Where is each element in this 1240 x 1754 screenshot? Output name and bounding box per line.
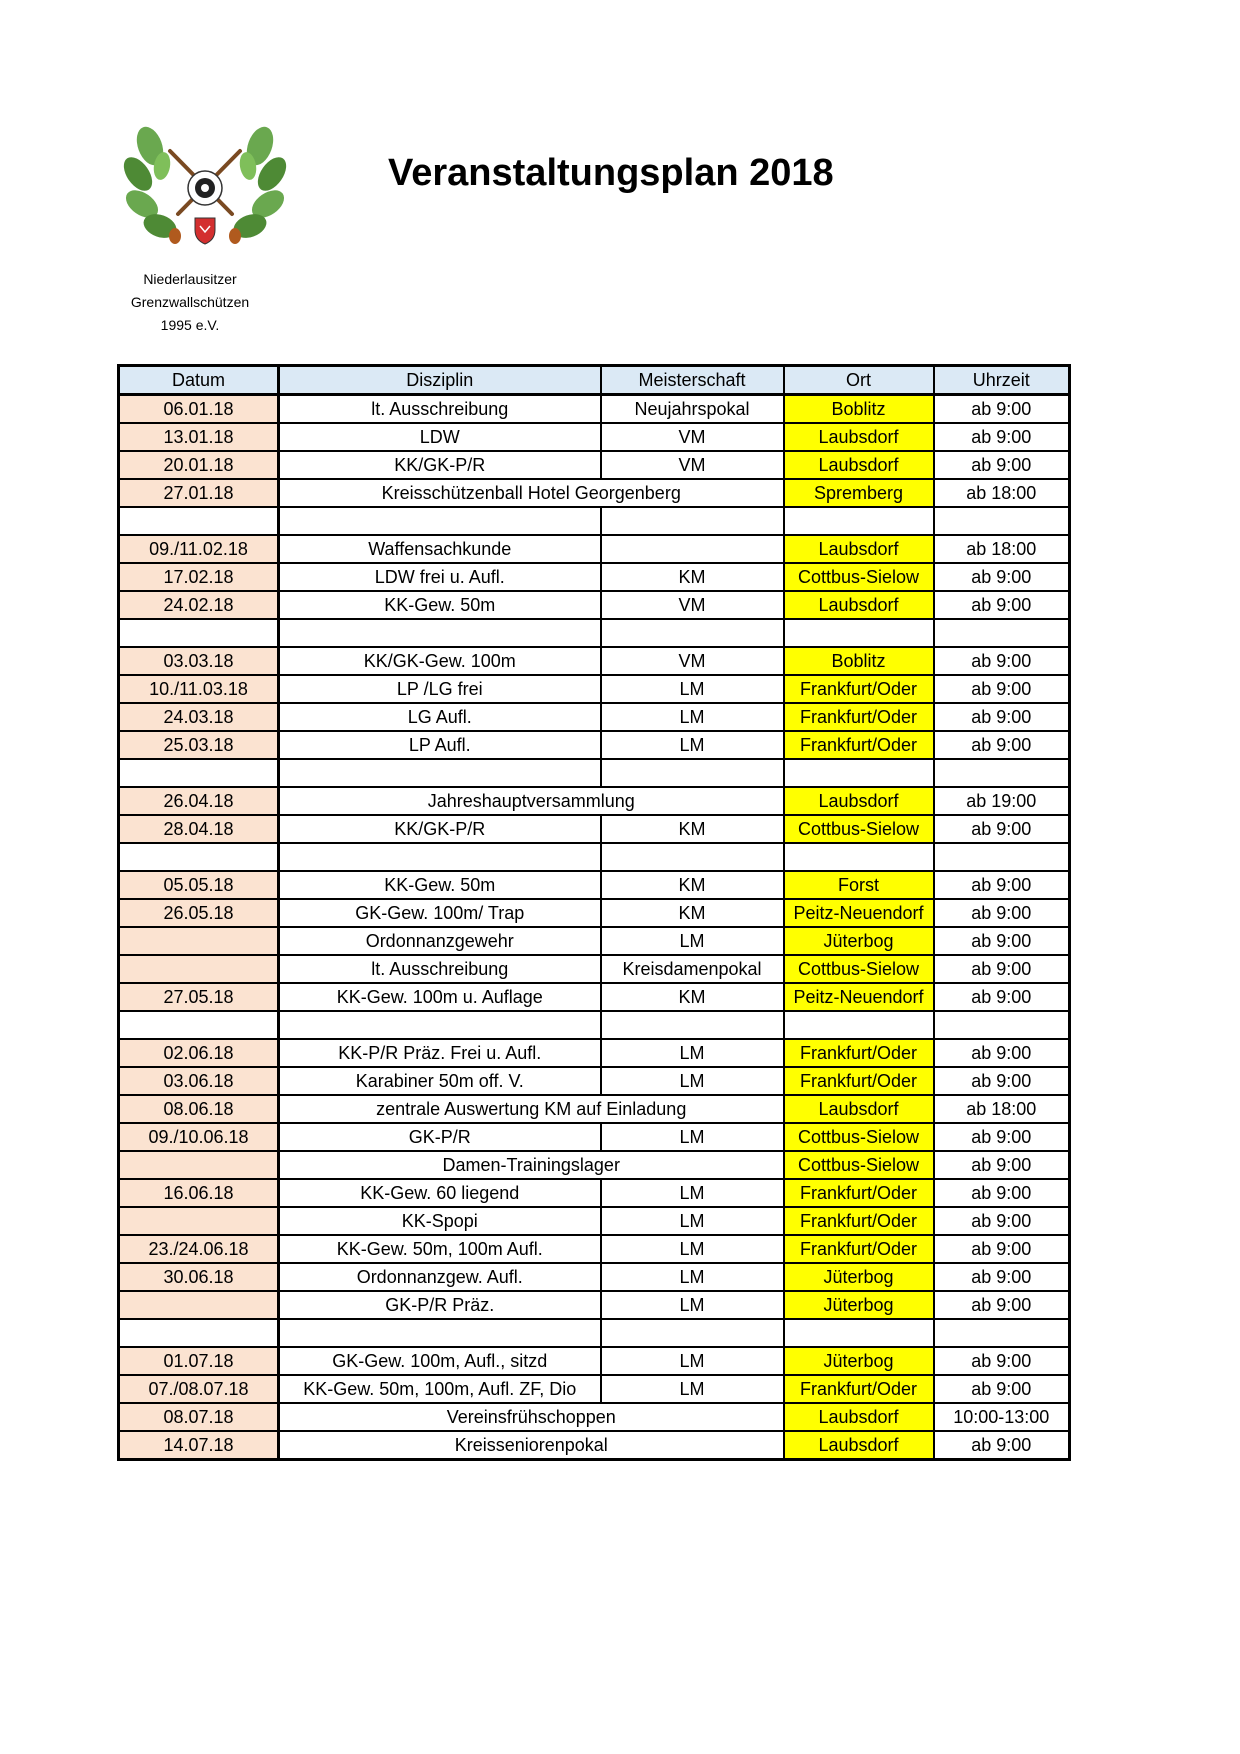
cell-uhrzeit [934, 1011, 1070, 1039]
spacer-row [119, 1319, 1070, 1347]
cell-ort: Peitz-Neuendorf [784, 899, 934, 927]
cell-datum [119, 1011, 279, 1039]
cell-meisterschaft: KM [601, 871, 784, 899]
cell-datum [119, 1151, 279, 1179]
cell-datum: 26.05.18 [119, 899, 279, 927]
cell-disziplin: KK-Gew. 100m u. Auflage [279, 983, 601, 1011]
cell-ort: Frankfurt/Oder [784, 703, 934, 731]
cell-meisterschaft: LM [601, 1235, 784, 1263]
column-header-uhrzeit: Uhrzeit [934, 366, 1070, 395]
cell-meisterschaft: KM [601, 899, 784, 927]
cell-uhrzeit: ab 9:00 [934, 395, 1070, 424]
cell-uhrzeit: ab 9:00 [934, 1067, 1070, 1095]
cell-datum: 09./11.02.18 [119, 535, 279, 563]
table-row [119, 591, 1070, 619]
cell-disziplin: KK-Gew. 60 liegend [279, 1179, 601, 1207]
table-row [119, 535, 1070, 563]
cell-disziplin: Ordonnanzgewehr [279, 927, 601, 955]
cell-uhrzeit [934, 507, 1070, 535]
table-row [119, 1375, 1070, 1403]
cell-meisterschaft: VM [601, 647, 784, 675]
cell-disziplin: LG Aufl. [279, 703, 601, 731]
table-row [119, 1347, 1070, 1375]
cell-ort: Jüterbog [784, 927, 934, 955]
table-row [119, 1067, 1070, 1095]
cell-ort: Cottbus-Sielow [784, 955, 934, 983]
table-row [119, 983, 1070, 1011]
cell-meisterschaft: LM [601, 927, 784, 955]
table-row [119, 871, 1070, 899]
cell-disziplin: KK-P/R Präz. Frei u. Aufl. [279, 1039, 601, 1067]
cell-meisterschaft: LM [601, 1179, 784, 1207]
club-name-line: 1995 e.V. [160, 317, 220, 333]
cell-meisterschaft: LM [601, 1375, 784, 1403]
table-row [119, 1207, 1070, 1235]
cell-uhrzeit [934, 1319, 1070, 1347]
cell-uhrzeit [934, 759, 1070, 787]
cell-datum: 09./10.06.18 [119, 1123, 279, 1151]
cell-ort [784, 759, 934, 787]
cell-datum [119, 507, 279, 535]
cell-meisterschaft [601, 619, 784, 647]
cell-disziplin: Kreisseniorenpokal [279, 1431, 784, 1460]
cell-uhrzeit: ab 9:00 [934, 423, 1070, 451]
spacer-row [119, 843, 1070, 871]
table-row [119, 1123, 1070, 1151]
cell-meisterschaft: LM [601, 675, 784, 703]
cell-ort: Laubsdorf [784, 535, 934, 563]
spacer-row [119, 507, 1070, 535]
cell-datum: 17.02.18 [119, 563, 279, 591]
cell-datum: 28.04.18 [119, 815, 279, 843]
cell-datum: 14.07.18 [119, 1431, 279, 1460]
cell-uhrzeit: ab 9:00 [934, 1235, 1070, 1263]
cell-meisterschaft: Kreisdamenpokal [601, 955, 784, 983]
cell-ort: Laubsdorf [784, 451, 934, 479]
cell-uhrzeit: ab 9:00 [934, 899, 1070, 927]
table-row [119, 1151, 1070, 1179]
cell-disziplin [279, 1011, 601, 1039]
cell-ort: Laubsdorf [784, 591, 934, 619]
cell-disziplin: KK/GK-Gew. 100m [279, 647, 601, 675]
cell-uhrzeit: ab 9:00 [934, 703, 1070, 731]
cell-ort: Cottbus-Sielow [784, 1151, 934, 1179]
cell-uhrzeit: ab 18:00 [934, 479, 1070, 507]
cell-disziplin [279, 1319, 601, 1347]
cell-ort: Laubsdorf [784, 1431, 934, 1460]
table-row [119, 899, 1070, 927]
table-row [119, 1291, 1070, 1319]
cell-uhrzeit: ab 9:00 [934, 927, 1070, 955]
club-logo [120, 126, 290, 251]
oak-leaves-left-icon [120, 126, 180, 242]
cell-ort: Frankfurt/Oder [784, 1179, 934, 1207]
cell-uhrzeit: ab 9:00 [934, 563, 1070, 591]
cell-uhrzeit: ab 9:00 [934, 1151, 1070, 1179]
cell-datum: 06.01.18 [119, 395, 279, 424]
table-row [119, 1235, 1070, 1263]
table-row [119, 955, 1070, 983]
cell-meisterschaft: LM [601, 1207, 784, 1235]
cell-ort [784, 507, 934, 535]
cell-ort: Frankfurt/Oder [784, 731, 934, 759]
cell-disziplin: Karabiner 50m off. V. [279, 1067, 601, 1095]
oak-leaves-right-icon [230, 126, 290, 242]
cell-datum [119, 927, 279, 955]
cell-datum: 24.02.18 [119, 591, 279, 619]
cell-ort: Laubsdorf [784, 787, 934, 815]
cell-ort: Frankfurt/Oder [784, 675, 934, 703]
cell-ort [784, 1319, 934, 1347]
table-row [119, 1095, 1070, 1123]
table-row [119, 479, 1070, 507]
table-body [119, 395, 1070, 1460]
cell-disziplin: LDW [279, 423, 601, 451]
cell-disziplin: Waffensachkunde [279, 535, 601, 563]
cell-uhrzeit: ab 9:00 [934, 1123, 1070, 1151]
cell-meisterschaft: KM [601, 563, 784, 591]
cell-meisterschaft [601, 1011, 784, 1039]
cell-datum: 03.06.18 [119, 1067, 279, 1095]
cell-ort: Spremberg [784, 479, 934, 507]
cell-datum: 05.05.18 [119, 871, 279, 899]
cell-disziplin: KK-Gew. 50m, 100m, Aufl. ZF, Dio [279, 1375, 601, 1403]
cell-datum [119, 1291, 279, 1319]
table-row [119, 1431, 1070, 1460]
cell-disziplin: LP Aufl. [279, 731, 601, 759]
table-row [119, 395, 1070, 424]
spacer-row [119, 619, 1070, 647]
cell-disziplin: Kreisschützenball Hotel Georgenberg [279, 479, 784, 507]
table-row [119, 815, 1070, 843]
cell-meisterschaft [601, 507, 784, 535]
cell-uhrzeit: ab 9:00 [934, 731, 1070, 759]
cell-uhrzeit [934, 619, 1070, 647]
cell-ort: Laubsdorf [784, 1403, 934, 1431]
cell-ort: Cottbus-Sielow [784, 563, 934, 591]
cell-uhrzeit: ab 9:00 [934, 1431, 1070, 1460]
cell-ort: Frankfurt/Oder [784, 1375, 934, 1403]
cell-datum: 30.06.18 [119, 1263, 279, 1291]
target-icon [188, 171, 222, 205]
cell-ort: Laubsdorf [784, 1095, 934, 1123]
table-row [119, 423, 1070, 451]
cell-meisterschaft: LM [601, 1039, 784, 1067]
cell-meisterschaft: VM [601, 591, 784, 619]
cell-ort: Boblitz [784, 395, 934, 424]
cell-uhrzeit: ab 9:00 [934, 955, 1070, 983]
cell-ort: Jüterbog [784, 1263, 934, 1291]
cell-disziplin: LP /LG frei [279, 675, 601, 703]
cell-meisterschaft: LM [601, 1263, 784, 1291]
cell-datum: 08.06.18 [119, 1095, 279, 1123]
table-row [119, 1403, 1070, 1431]
cell-datum: 20.01.18 [119, 451, 279, 479]
cell-uhrzeit: ab 9:00 [934, 1291, 1070, 1319]
cell-disziplin: GK-P/R Präz. [279, 1291, 601, 1319]
cell-meisterschaft: LM [601, 1067, 784, 1095]
table-row [119, 731, 1070, 759]
cell-uhrzeit: ab 9:00 [934, 1039, 1070, 1067]
cell-meisterschaft: LM [601, 1347, 784, 1375]
cell-datum: 10./11.03.18 [119, 675, 279, 703]
cell-datum [119, 1319, 279, 1347]
cell-uhrzeit: ab 9:00 [934, 871, 1070, 899]
cell-disziplin: KK-Gew. 50m, 100m Aufl. [279, 1235, 601, 1263]
cell-disziplin [279, 619, 601, 647]
event-schedule-table [117, 364, 1071, 1461]
spacer-row [119, 1011, 1070, 1039]
table-row [119, 1039, 1070, 1067]
cell-datum: 08.07.18 [119, 1403, 279, 1431]
table-header-row [119, 366, 1070, 395]
cell-meisterschaft: KM [601, 815, 784, 843]
cell-uhrzeit: ab 18:00 [934, 1095, 1070, 1123]
cell-uhrzeit: ab 9:00 [934, 451, 1070, 479]
cell-uhrzeit: ab 9:00 [934, 815, 1070, 843]
cell-ort: Forst [784, 871, 934, 899]
cell-datum: 03.03.18 [119, 647, 279, 675]
cell-datum: 27.01.18 [119, 479, 279, 507]
cell-disziplin: GK-Gew. 100m/ Trap [279, 899, 601, 927]
cell-datum: 24.03.18 [119, 703, 279, 731]
club-name [110, 268, 270, 337]
cell-meisterschaft: VM [601, 423, 784, 451]
cell-datum: 25.03.18 [119, 731, 279, 759]
cell-disziplin: KK-Spopi [279, 1207, 601, 1235]
table-row [119, 647, 1070, 675]
table-row [119, 675, 1070, 703]
cell-ort: Frankfurt/Oder [784, 1207, 934, 1235]
cell-meisterschaft [601, 759, 784, 787]
cell-uhrzeit: ab 19:00 [934, 787, 1070, 815]
cell-ort [784, 1011, 934, 1039]
cell-meisterschaft [601, 843, 784, 871]
cell-uhrzeit [934, 843, 1070, 871]
club-name-line: Grenzwallschützen [130, 294, 250, 310]
table-row [119, 1179, 1070, 1207]
cell-disziplin [279, 843, 601, 871]
cell-ort: Frankfurt/Oder [784, 1067, 934, 1095]
cell-datum: 27.05.18 [119, 983, 279, 1011]
cell-datum [119, 843, 279, 871]
column-header-datum: Datum [119, 366, 279, 395]
cell-ort: Jüterbog [784, 1347, 934, 1375]
cell-uhrzeit: ab 9:00 [934, 647, 1070, 675]
cell-disziplin: KK-Gew. 50m [279, 871, 601, 899]
cell-ort: Frankfurt/Oder [784, 1235, 934, 1263]
cell-meisterschaft: LM [601, 703, 784, 731]
cell-meisterschaft: Neujahrspokal [601, 395, 784, 424]
cell-datum [119, 955, 279, 983]
cell-disziplin: Ordonnanzgew. Aufl. [279, 1263, 601, 1291]
cell-disziplin: GK-Gew. 100m, Aufl., sitzd [279, 1347, 601, 1375]
cell-disziplin: GK-P/R [279, 1123, 601, 1151]
cell-datum: 07./08.07.18 [119, 1375, 279, 1403]
cell-uhrzeit: 10:00-13:00 [934, 1403, 1070, 1431]
cell-uhrzeit: ab 9:00 [934, 591, 1070, 619]
cell-datum: 16.06.18 [119, 1179, 279, 1207]
cell-uhrzeit: ab 9:00 [934, 1375, 1070, 1403]
cell-datum: 01.07.18 [119, 1347, 279, 1375]
page-title: Veranstaltungsplan 2018 [388, 152, 834, 194]
cell-ort: Peitz-Neuendorf [784, 983, 934, 1011]
cell-disziplin: lt. Ausschreibung [279, 395, 601, 424]
cell-disziplin: zentrale Auswertung KM auf Einladung [279, 1095, 784, 1123]
cell-meisterschaft: LM [601, 1123, 784, 1151]
cell-datum: 13.01.18 [119, 423, 279, 451]
column-header-ort: Ort [784, 366, 934, 395]
cell-disziplin [279, 507, 601, 535]
cell-uhrzeit: ab 9:00 [934, 983, 1070, 1011]
cell-disziplin: LDW frei u. Aufl. [279, 563, 601, 591]
table-row [119, 1263, 1070, 1291]
cell-uhrzeit: ab 9:00 [934, 675, 1070, 703]
cell-ort: Laubsdorf [784, 423, 934, 451]
cell-datum: 23./24.06.18 [119, 1235, 279, 1263]
cell-ort [784, 843, 934, 871]
cell-datum: 02.06.18 [119, 1039, 279, 1067]
cell-meisterschaft: VM [601, 451, 784, 479]
cell-disziplin: Vereinsfrühschoppen [279, 1403, 784, 1431]
cell-uhrzeit: ab 9:00 [934, 1263, 1070, 1291]
table-row [119, 703, 1070, 731]
cell-uhrzeit: ab 9:00 [934, 1347, 1070, 1375]
cell-datum: 26.04.18 [119, 787, 279, 815]
cell-disziplin: KK/GK-P/R [279, 815, 601, 843]
column-header-meisterschaft: Meisterschaft [601, 366, 784, 395]
cell-ort: Cottbus-Sielow [784, 815, 934, 843]
cell-meisterschaft: KM [601, 983, 784, 1011]
cell-uhrzeit: ab 9:00 [934, 1207, 1070, 1235]
cell-datum [119, 619, 279, 647]
cell-datum [119, 1207, 279, 1235]
club-name-line: Niederlausitzer [143, 271, 237, 287]
cell-disziplin: Jahreshauptversammlung [279, 787, 784, 815]
table-row [119, 927, 1070, 955]
cell-ort [784, 619, 934, 647]
cell-meisterschaft: LM [601, 1291, 784, 1319]
cell-disziplin: KK-Gew. 50m [279, 591, 601, 619]
cell-meisterschaft [601, 535, 784, 563]
cell-datum [119, 759, 279, 787]
cell-disziplin: Damen-Trainingslager [279, 1151, 784, 1179]
cell-disziplin [279, 759, 601, 787]
table-row [119, 787, 1070, 815]
cell-uhrzeit: ab 9:00 [934, 1179, 1070, 1207]
cell-ort: Cottbus-Sielow [784, 1123, 934, 1151]
cell-meisterschaft [601, 1319, 784, 1347]
cell-ort: Boblitz [784, 647, 934, 675]
cell-ort: Jüterbog [784, 1291, 934, 1319]
cell-disziplin: lt. Ausschreibung [279, 955, 601, 983]
cell-ort: Frankfurt/Oder [784, 1039, 934, 1067]
cell-disziplin: KK/GK-P/R [279, 451, 601, 479]
cell-uhrzeit: ab 18:00 [934, 535, 1070, 563]
column-header-disziplin: Disziplin [279, 366, 601, 395]
spacer-row [119, 759, 1070, 787]
cell-meisterschaft: LM [601, 731, 784, 759]
table-row [119, 451, 1070, 479]
table-row [119, 563, 1070, 591]
